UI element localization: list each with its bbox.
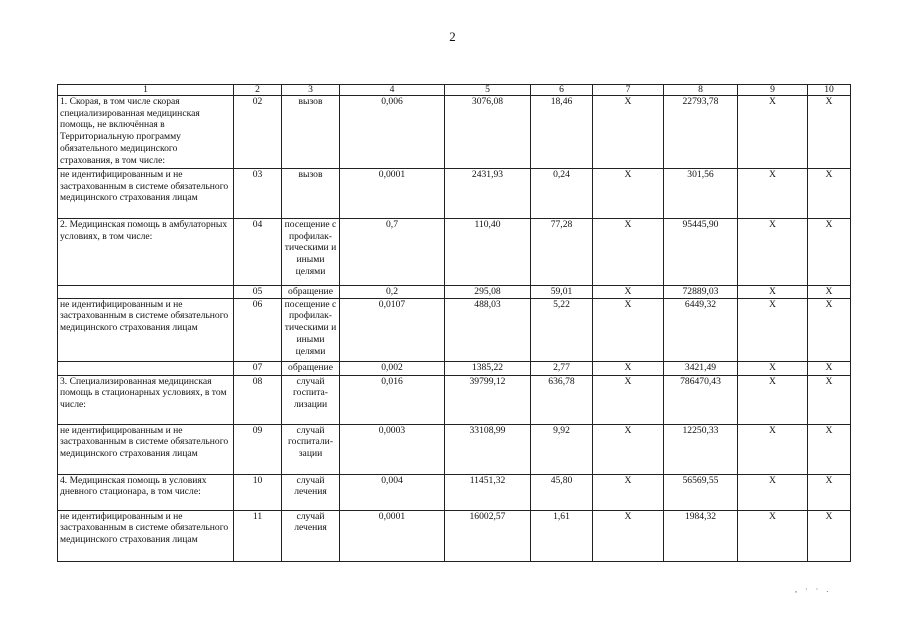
- value-cell: 3421,49: [664, 361, 738, 375]
- unit-cell: вызов: [282, 96, 340, 169]
- value-cell: 2431,93: [445, 169, 531, 219]
- value-cell: Х: [738, 424, 808, 474]
- value-cell: Х: [738, 219, 808, 286]
- value-cell: Х: [738, 96, 808, 169]
- value-cell: 33108,99: [445, 424, 531, 474]
- value-cell: 2,77: [531, 361, 593, 375]
- tariff-table: [57, 84, 851, 562]
- value-cell: Х: [808, 474, 851, 510]
- empty-cell: [58, 286, 234, 299]
- value-cell: Х: [808, 286, 851, 299]
- value-cell: 636,78: [531, 375, 593, 424]
- row-label: не идентифицированным и не застрахованным в системе обязательного медицинского страхования лицам: [58, 424, 234, 474]
- value-cell: 45,80: [531, 474, 593, 510]
- value-cell: Х: [738, 510, 808, 561]
- table-row: [58, 219, 851, 286]
- table-row: [58, 96, 851, 169]
- row-code: 05: [234, 286, 282, 299]
- value-cell: Х: [738, 298, 808, 361]
- value-cell: 72889,03: [664, 286, 738, 299]
- value-cell: Х: [593, 298, 664, 361]
- row-code: 10: [234, 474, 282, 510]
- unit-cell: посещение с профилак-тическими и иными целями: [282, 298, 340, 361]
- value-cell: 1,61: [531, 510, 593, 561]
- col-header: 10: [808, 85, 851, 96]
- col-header: 1: [58, 85, 234, 96]
- value-cell: Х: [738, 169, 808, 219]
- value-cell: Х: [593, 169, 664, 219]
- unit-cell: посещение с профилак-тическими и иными целями: [282, 219, 340, 286]
- unit-cell: случай госпитали-зации: [282, 424, 340, 474]
- table-row: [58, 286, 851, 299]
- value-cell: 0,0003: [340, 424, 445, 474]
- row-label: не идентифицированным и не застрахованным в системе обязательного медицинского страхования лицам: [58, 298, 234, 361]
- row-code: 03: [234, 169, 282, 219]
- value-cell: Х: [808, 510, 851, 561]
- value-cell: 786470,43: [664, 375, 738, 424]
- value-cell: 22793,78: [664, 96, 738, 169]
- unit-cell: случай госпита-лизации: [282, 375, 340, 424]
- row-label: 3. Специализированная медицинская помощь в стационарных условиях, в том числе:: [58, 375, 234, 424]
- page-number: 2: [449, 29, 456, 44]
- header-row: [58, 85, 851, 96]
- scan-artifact: , · · .: [795, 585, 832, 594]
- row-label: 4. Медицинская помощь в условиях дневного стационара, в том числе:: [58, 474, 234, 510]
- unit-cell: вызов: [282, 169, 340, 219]
- col-header: 9: [738, 85, 808, 96]
- unit-cell: обращение: [282, 286, 340, 299]
- value-cell: 16002,57: [445, 510, 531, 561]
- value-cell: 5,22: [531, 298, 593, 361]
- value-cell: 488,03: [445, 298, 531, 361]
- row-code: 06: [234, 298, 282, 361]
- row-label: 2. Медицинская помощь в амбулаторных условиях, в том числе:: [58, 219, 234, 286]
- table-row: [58, 424, 851, 474]
- row-code: 04: [234, 219, 282, 286]
- col-header: 6: [531, 85, 593, 96]
- table-row: [58, 510, 851, 561]
- row-code: 02: [234, 96, 282, 169]
- value-cell: 39799,12: [445, 375, 531, 424]
- value-cell: 18,46: [531, 96, 593, 169]
- value-cell: 0,006: [340, 96, 445, 169]
- value-cell: 0,2: [340, 286, 445, 299]
- value-cell: 0,0001: [340, 169, 445, 219]
- value-cell: 59,01: [531, 286, 593, 299]
- unit-cell: обращение: [282, 361, 340, 375]
- value-cell: 3076,08: [445, 96, 531, 169]
- table-row: [58, 298, 851, 361]
- value-cell: Х: [593, 219, 664, 286]
- value-cell: Х: [808, 219, 851, 286]
- value-cell: Х: [738, 361, 808, 375]
- row-code: 11: [234, 510, 282, 561]
- value-cell: 95445,90: [664, 219, 738, 286]
- value-cell: Х: [738, 375, 808, 424]
- value-cell: 110,40: [445, 219, 531, 286]
- value-cell: 1385,22: [445, 361, 531, 375]
- value-cell: Х: [808, 298, 851, 361]
- table-row: [58, 375, 851, 424]
- value-cell: 301,56: [664, 169, 738, 219]
- value-cell: Х: [808, 424, 851, 474]
- value-cell: 0,0001: [340, 510, 445, 561]
- table-row: [58, 474, 851, 510]
- col-header: 2: [234, 85, 282, 96]
- value-cell: Х: [593, 424, 664, 474]
- value-cell: Х: [593, 286, 664, 299]
- row-label: не идентифицированным и не застрахованным в системе обязательного медицинского страхования лицам: [58, 169, 234, 219]
- value-cell: 6449,32: [664, 298, 738, 361]
- unit-cell: случай лечения: [282, 474, 340, 510]
- value-cell: Х: [808, 169, 851, 219]
- value-cell: 0,0107: [340, 298, 445, 361]
- col-header: 8: [664, 85, 738, 96]
- row-code: 07: [234, 361, 282, 375]
- value-cell: Х: [593, 361, 664, 375]
- col-header: 4: [340, 85, 445, 96]
- value-cell: 0,002: [340, 361, 445, 375]
- row-code: 08: [234, 375, 282, 424]
- value-cell: Х: [593, 96, 664, 169]
- row-label: не идентифицированным и не застрахованным в системе обязательного медицинского страхования лицам: [58, 510, 234, 561]
- value-cell: 0,7: [340, 219, 445, 286]
- value-cell: Х: [593, 510, 664, 561]
- value-cell: 12250,33: [664, 424, 738, 474]
- value-cell: Х: [808, 361, 851, 375]
- col-header: 7: [593, 85, 664, 96]
- table-row: [58, 361, 851, 375]
- value-cell: 77,28: [531, 219, 593, 286]
- value-cell: 9,92: [531, 424, 593, 474]
- row-code: 09: [234, 424, 282, 474]
- col-header: 5: [445, 85, 531, 96]
- value-cell: Х: [738, 474, 808, 510]
- value-cell: 295,08: [445, 286, 531, 299]
- value-cell: 1984,32: [664, 510, 738, 561]
- value-cell: Х: [808, 375, 851, 424]
- value-cell: 0,004: [340, 474, 445, 510]
- value-cell: 0,24: [531, 169, 593, 219]
- value-cell: 56569,55: [664, 474, 738, 510]
- row-label: 1. Скорая, в том числе скорая специализированная медицинская помощь, не включённая в Территориальную программу обязательного медицинского страхования, в том числе:: [58, 96, 234, 169]
- value-cell: Х: [593, 474, 664, 510]
- empty-cell: [58, 361, 234, 375]
- value-cell: Х: [808, 96, 851, 169]
- unit-cell: случай лечения: [282, 510, 340, 561]
- value-cell: 0,016: [340, 375, 445, 424]
- value-cell: Х: [738, 286, 808, 299]
- table-row: [58, 169, 851, 219]
- value-cell: 11451,32: [445, 474, 531, 510]
- value-cell: Х: [593, 375, 664, 424]
- col-header: 3: [282, 85, 340, 96]
